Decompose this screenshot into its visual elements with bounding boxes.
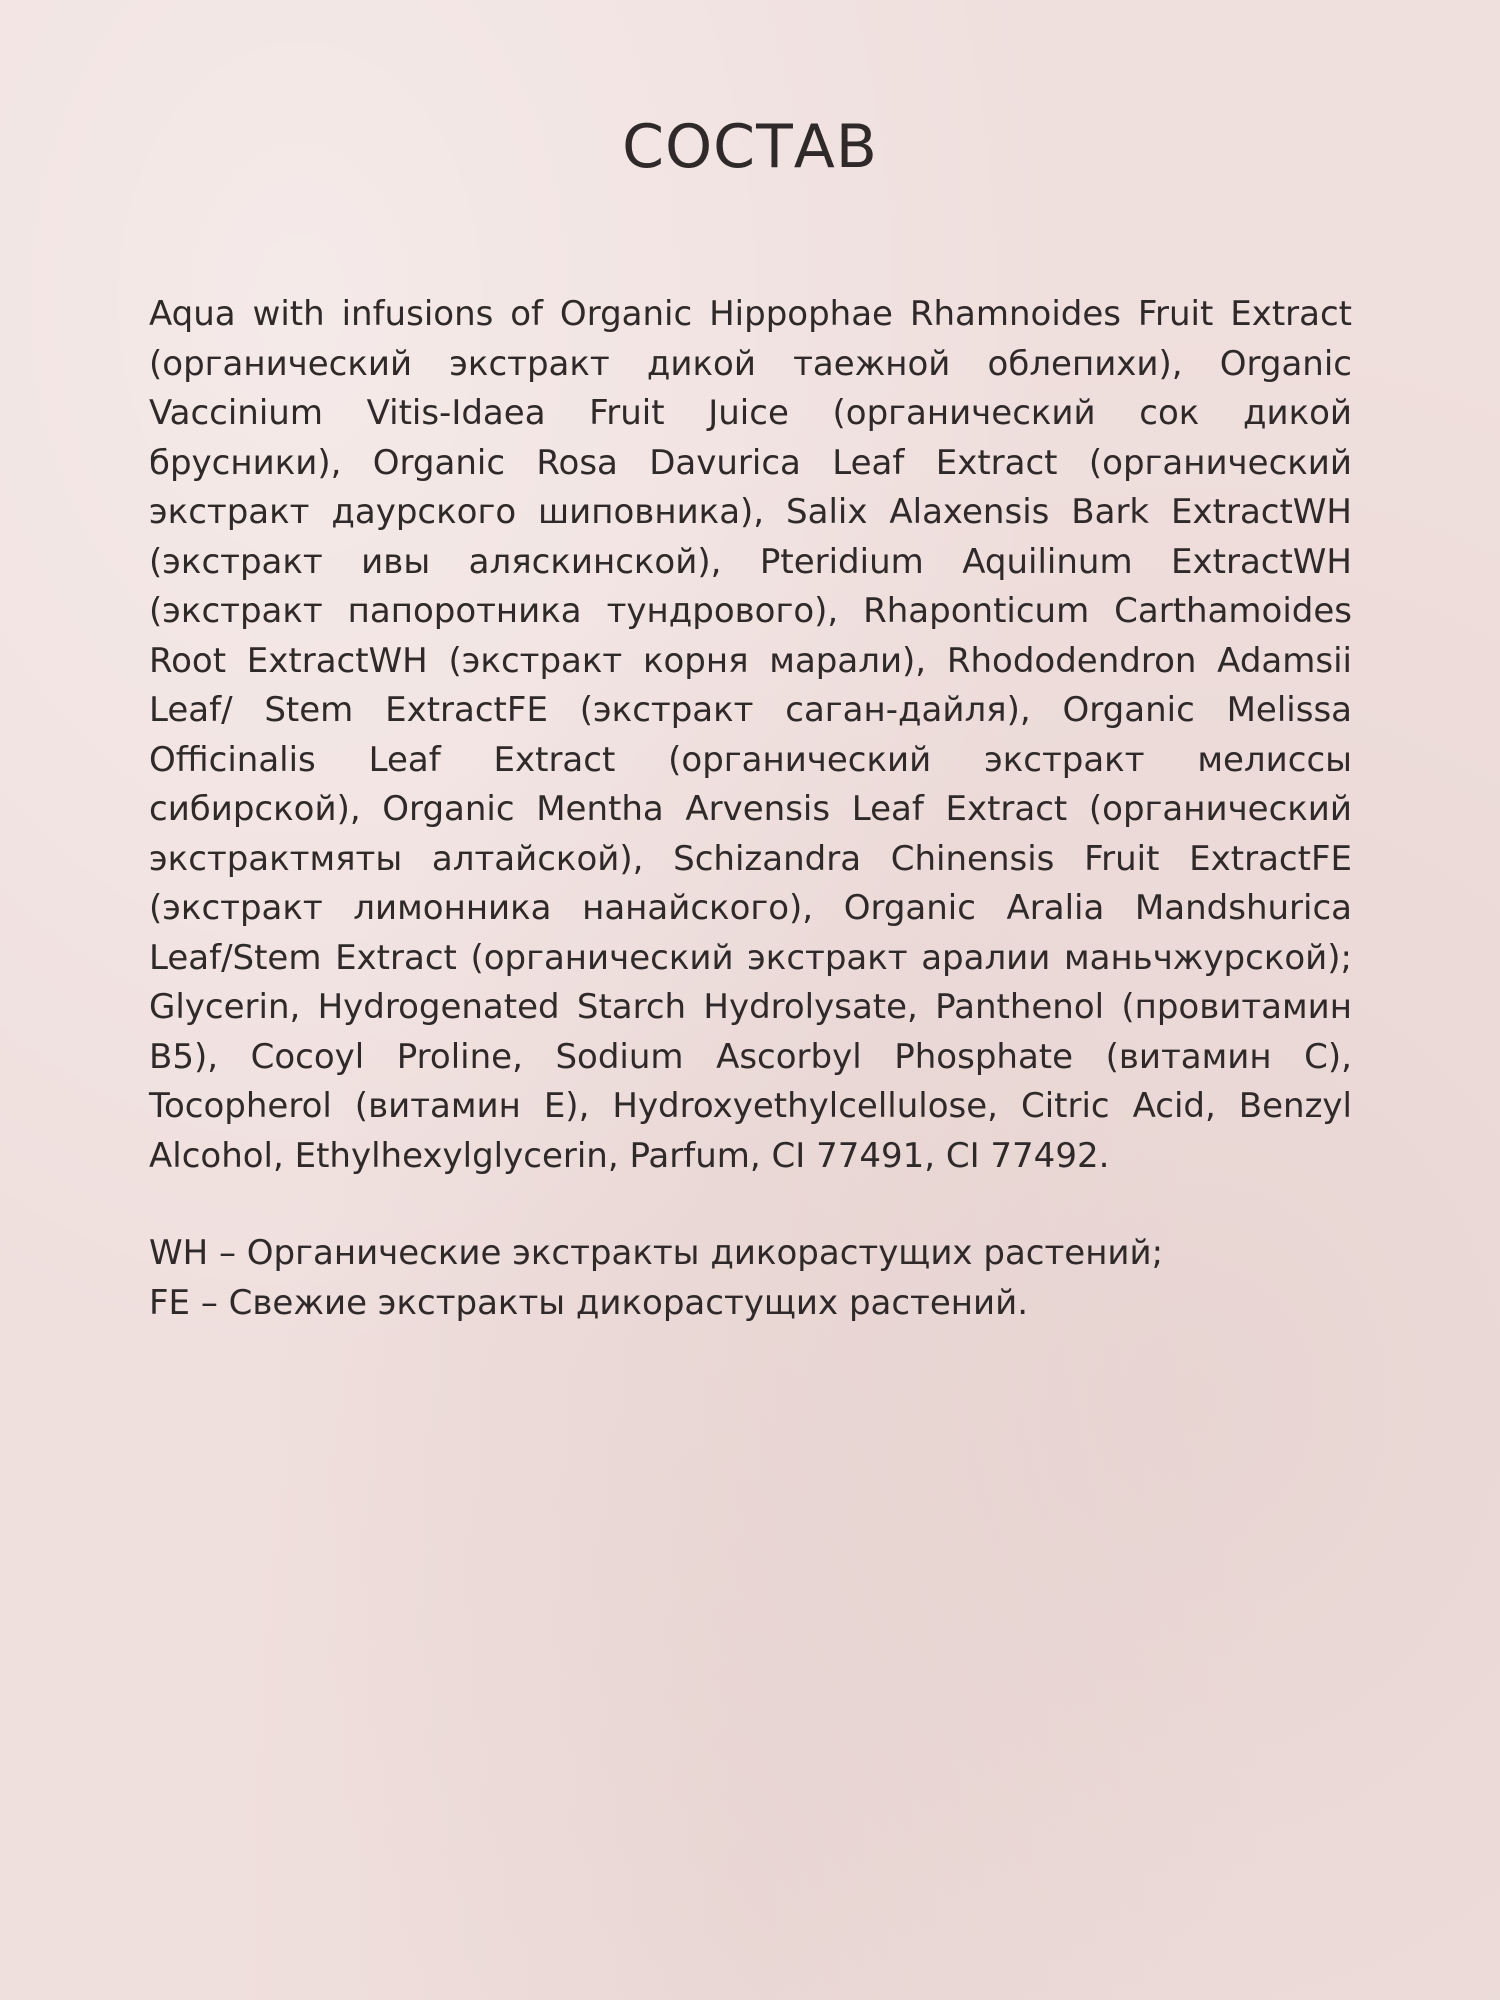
page-title: СОСТАВ <box>622 112 878 182</box>
legend-fe: FE – Свежие экстракты дикорастущих растений. <box>149 1282 1029 1323</box>
legend-wh: WH – Органические экстракты дикорастущих растений; <box>149 1233 1164 1273</box>
ingredients-list: Aqua with infusions of Organic Hippophae Rhamnoides Fruit Extract (органический экстракт дикой таежной облепихи), Organic Vaccinium Vitis-Idaea Fruit Juice (органический сок дикой брусники), Organic Rosa Davurica Leaf Extract (органический экстракт даурского шиповника), Salix Alaxensis Bark ExtractWH (экстракт ивы аляскинской), Pteridium Aquilinum ExtractWH (экстракт папоротника тундрового), Rhaponticum Carthamoides Root ExtractWH (экстракт корня марали), Rhododendron Adamsii Leaf/ Stem ExtractFE (экстракт саган-дайля), Organic Melissa Officinalis Leaf Extract (органический экстракт мелиссы сибирской), Organic Mentha Arvensis Leaf Extract (органический экстрактмяты алтайской), Schizandra Chinensis Fruit ExtractFE (экстракт лимонника нанайского), Organic Aralia Mandshurica Leaf/Stem Extract (органический экстракт аралии маньчжурской); Glycerin, Hydrogenated Starch Hydrolysate, Panthenol (провитамин B5), Cocoyl Proline, Sodium Ascorbyl Phosphate (витамин С), Tocopherol (витамин Е), Hydroxyethylcellulose, Citric Acid, Benzyl Alcohol, Ethylhexylglycerin, Parfum, CI 77491, CI 77492. <box>149 294 1352 1176</box>
abbreviation-legend <box>149 1229 1352 1328</box>
